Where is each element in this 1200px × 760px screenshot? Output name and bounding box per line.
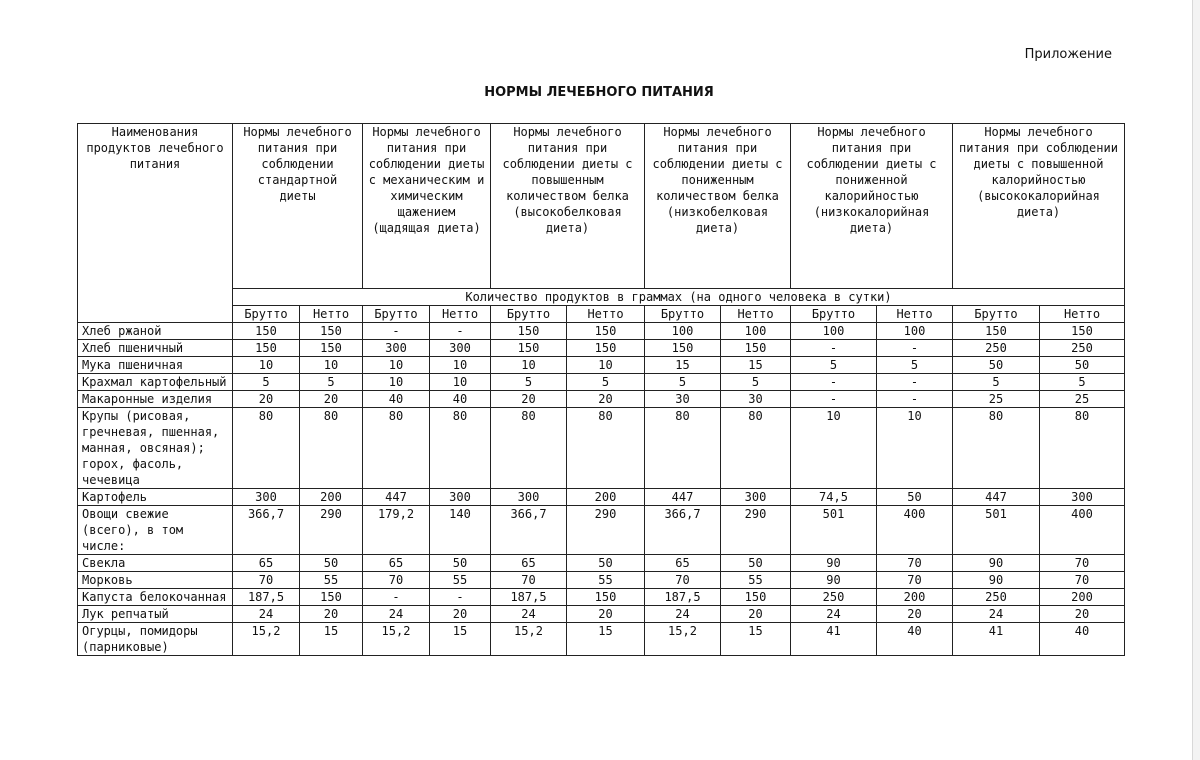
gross-value-cell: 24 bbox=[363, 606, 430, 623]
net-value-cell: 300 bbox=[1040, 489, 1125, 506]
gross-value-cell: 10 bbox=[233, 357, 300, 374]
table-row bbox=[78, 572, 1125, 589]
gross-value-cell: 24 bbox=[645, 606, 721, 623]
net-value-cell: 15 bbox=[567, 623, 645, 656]
net-value-cell: 150 bbox=[300, 589, 363, 606]
product-name-cell: Свекла bbox=[78, 555, 233, 572]
net-value-cell: 300 bbox=[430, 340, 491, 357]
table-row bbox=[78, 555, 1125, 572]
gross-header: Брутто bbox=[233, 306, 300, 323]
gross-value-cell: 15,2 bbox=[645, 623, 721, 656]
gross-value-cell: 65 bbox=[645, 555, 721, 572]
net-value-cell: 10 bbox=[430, 357, 491, 374]
net-header: Нетто bbox=[721, 306, 791, 323]
net-value-cell: - bbox=[877, 374, 953, 391]
gross-value-cell: 5 bbox=[491, 374, 567, 391]
net-value-cell: 200 bbox=[1040, 589, 1125, 606]
net-value-cell: 70 bbox=[877, 555, 953, 572]
table-row bbox=[78, 623, 1125, 656]
gross-value-cell: 15,2 bbox=[491, 623, 567, 656]
net-value-cell: 300 bbox=[721, 489, 791, 506]
net-value-cell: 5 bbox=[877, 357, 953, 374]
gross-value-cell: 5 bbox=[953, 374, 1040, 391]
net-value-cell: 400 bbox=[1040, 506, 1125, 555]
net-value-cell: 70 bbox=[877, 572, 953, 589]
product-name-cell: Мука пшеничная bbox=[78, 357, 233, 374]
net-value-cell: 40 bbox=[877, 623, 953, 656]
net-value-cell: 150 bbox=[567, 323, 645, 340]
table-row bbox=[78, 589, 1125, 606]
quantity-header-row bbox=[78, 289, 1125, 306]
net-value-cell: 50 bbox=[567, 555, 645, 572]
table-body bbox=[78, 323, 1125, 656]
net-value-cell: 5 bbox=[1040, 374, 1125, 391]
net-value-cell: - bbox=[430, 323, 491, 340]
gross-value-cell: 80 bbox=[645, 408, 721, 489]
table-row bbox=[78, 323, 1125, 340]
gross-header: Брутто bbox=[953, 306, 1040, 323]
gross-value-cell: 24 bbox=[491, 606, 567, 623]
table-row bbox=[78, 606, 1125, 623]
gross-value-cell: 10 bbox=[363, 374, 430, 391]
net-value-cell: 40 bbox=[1040, 623, 1125, 656]
gross-value-cell: 80 bbox=[363, 408, 430, 489]
gross-value-cell: 10 bbox=[491, 357, 567, 374]
table-row bbox=[78, 489, 1125, 506]
gross-header: Брутто bbox=[645, 306, 721, 323]
gross-value-cell: 70 bbox=[363, 572, 430, 589]
net-value-cell: - bbox=[877, 340, 953, 357]
gross-value-cell: 150 bbox=[491, 340, 567, 357]
gross-value-cell: 187,5 bbox=[491, 589, 567, 606]
diet-header: Нормы лечебного питания при соблюдении диеты с пониженным количеством белка (низкобелковая диета) bbox=[645, 124, 791, 289]
net-value-cell: 80 bbox=[567, 408, 645, 489]
gross-value-cell: 366,7 bbox=[491, 506, 567, 555]
net-value-cell: 150 bbox=[300, 323, 363, 340]
net-value-cell: 150 bbox=[567, 340, 645, 357]
gross-value-cell: 447 bbox=[645, 489, 721, 506]
diet-header: Нормы лечебного питания при соблюдении диеты с механическим и химическим щажением (щадящая диета) bbox=[363, 124, 491, 289]
gross-value-cell: 501 bbox=[791, 506, 877, 555]
gross-value-cell: 250 bbox=[791, 589, 877, 606]
net-value-cell: 55 bbox=[300, 572, 363, 589]
gross-value-cell: 74,5 bbox=[791, 489, 877, 506]
gross-value-cell: - bbox=[791, 391, 877, 408]
gross-value-cell: 100 bbox=[791, 323, 877, 340]
gross-value-cell: 5 bbox=[791, 357, 877, 374]
gross-value-cell: 41 bbox=[953, 623, 1040, 656]
gross-value-cell: 90 bbox=[791, 572, 877, 589]
net-value-cell: 80 bbox=[721, 408, 791, 489]
net-value-cell: 15 bbox=[300, 623, 363, 656]
net-header: Нетто bbox=[877, 306, 953, 323]
diet-header: Нормы лечебного питания при соблюдении диеты с повышенным количеством белка (высокобелковая диета) bbox=[491, 124, 645, 289]
product-name-cell: Овощи свежие (всего), в том числе: bbox=[78, 506, 233, 555]
gross-value-cell: 5 bbox=[645, 374, 721, 391]
net-value-cell: 200 bbox=[300, 489, 363, 506]
net-value-cell: 80 bbox=[430, 408, 491, 489]
net-value-cell: 140 bbox=[430, 506, 491, 555]
net-value-cell: 150 bbox=[300, 340, 363, 357]
net-value-cell: 55 bbox=[567, 572, 645, 589]
net-value-cell: 10 bbox=[567, 357, 645, 374]
product-name-cell: Огурцы, помидоры (парниковые) bbox=[78, 623, 233, 656]
gross-value-cell: 70 bbox=[645, 572, 721, 589]
product-name-cell: Хлеб ржаной bbox=[78, 323, 233, 340]
net-value-cell: 55 bbox=[721, 572, 791, 589]
net-value-cell: 25 bbox=[1040, 391, 1125, 408]
gross-value-cell: 24 bbox=[233, 606, 300, 623]
gross-value-cell: 40 bbox=[363, 391, 430, 408]
net-value-cell: 50 bbox=[1040, 357, 1125, 374]
gross-value-cell: 366,7 bbox=[233, 506, 300, 555]
net-value-cell: 10 bbox=[430, 374, 491, 391]
appendix-label: Приложение bbox=[1024, 47, 1112, 62]
gross-value-cell: 15,2 bbox=[363, 623, 430, 656]
net-value-cell: 80 bbox=[1040, 408, 1125, 489]
gross-value-cell: 24 bbox=[953, 606, 1040, 623]
net-value-cell: 50 bbox=[877, 489, 953, 506]
net-value-cell: 50 bbox=[721, 555, 791, 572]
gross-value-cell: 10 bbox=[791, 408, 877, 489]
net-value-cell: 40 bbox=[430, 391, 491, 408]
gross-value-cell: 150 bbox=[233, 323, 300, 340]
diet-header: Нормы лечебного питания при соблюдении стандартной диеты bbox=[233, 124, 363, 289]
gross-header: Брутто bbox=[491, 306, 567, 323]
net-value-cell: - bbox=[430, 589, 491, 606]
gross-value-cell: 447 bbox=[953, 489, 1040, 506]
product-name-cell: Лук репчатый bbox=[78, 606, 233, 623]
gross-value-cell: 65 bbox=[363, 555, 430, 572]
product-name-cell: Крупы (рисовая, гречневая, пшенная, манная, овсяная); горох, фасоль, чечевица bbox=[78, 408, 233, 489]
net-value-cell: 5 bbox=[300, 374, 363, 391]
net-value-cell: 290 bbox=[567, 506, 645, 555]
table-row bbox=[78, 357, 1125, 374]
net-value-cell: 20 bbox=[567, 391, 645, 408]
net-value-cell: 150 bbox=[721, 340, 791, 357]
net-value-cell: 70 bbox=[1040, 572, 1125, 589]
gross-header: Брутто bbox=[791, 306, 877, 323]
gross-value-cell: 90 bbox=[953, 572, 1040, 589]
product-name-cell: Макаронные изделия bbox=[78, 391, 233, 408]
net-value-cell: 150 bbox=[1040, 323, 1125, 340]
gross-header: Брутто bbox=[363, 306, 430, 323]
diet-header-row bbox=[78, 124, 1125, 289]
diet-header: Нормы лечебного питания при соблюдении диеты с пониженной калорийностью (низкокалорийная диета) bbox=[791, 124, 953, 289]
page-title: НОРМЫ ЛЕЧЕБНОГО ПИТАНИЯ bbox=[484, 85, 714, 100]
gross-value-cell: 80 bbox=[953, 408, 1040, 489]
gross-value-cell: - bbox=[791, 374, 877, 391]
gross-value-cell: 366,7 bbox=[645, 506, 721, 555]
net-value-cell: 20 bbox=[567, 606, 645, 623]
gross-value-cell: 65 bbox=[233, 555, 300, 572]
net-value-cell: 400 bbox=[877, 506, 953, 555]
net-value-cell: 5 bbox=[721, 374, 791, 391]
gross-value-cell: - bbox=[363, 589, 430, 606]
table-row bbox=[78, 340, 1125, 357]
net-value-cell: 15 bbox=[430, 623, 491, 656]
net-value-cell: 15 bbox=[721, 623, 791, 656]
gross-value-cell: 250 bbox=[953, 589, 1040, 606]
gross-value-cell: 15,2 bbox=[233, 623, 300, 656]
gross-value-cell: 30 bbox=[645, 391, 721, 408]
net-value-cell: 150 bbox=[721, 589, 791, 606]
net-value-cell: 20 bbox=[877, 606, 953, 623]
net-value-cell: 290 bbox=[300, 506, 363, 555]
gross-value-cell: 300 bbox=[491, 489, 567, 506]
net-value-cell: 20 bbox=[300, 391, 363, 408]
gross-value-cell: - bbox=[791, 340, 877, 357]
gross-value-cell: 41 bbox=[791, 623, 877, 656]
product-name-cell: Хлеб пшеничный bbox=[78, 340, 233, 357]
net-value-cell: 10 bbox=[877, 408, 953, 489]
quantity-header: Количество продуктов в граммах (на одного человека в сутки) bbox=[233, 289, 1125, 306]
table-row bbox=[78, 391, 1125, 408]
gross-value-cell: 100 bbox=[645, 323, 721, 340]
gross-value-cell: 179,2 bbox=[363, 506, 430, 555]
gross-value-cell: 447 bbox=[363, 489, 430, 506]
gross-value-cell: 250 bbox=[953, 340, 1040, 357]
gross-value-cell: 70 bbox=[233, 572, 300, 589]
gross-value-cell: 20 bbox=[233, 391, 300, 408]
gross-value-cell: 90 bbox=[791, 555, 877, 572]
net-header: Нетто bbox=[1040, 306, 1125, 323]
product-name-cell: Крахмал картофельный bbox=[78, 374, 233, 391]
gross-value-cell: 25 bbox=[953, 391, 1040, 408]
gross-value-cell: 150 bbox=[491, 323, 567, 340]
product-name-header: Наименования продуктов лечебного питания bbox=[78, 124, 233, 323]
gross-value-cell: 10 bbox=[363, 357, 430, 374]
net-value-cell: 20 bbox=[721, 606, 791, 623]
gross-value-cell: 150 bbox=[953, 323, 1040, 340]
net-value-cell: 20 bbox=[300, 606, 363, 623]
net-value-cell: 20 bbox=[1040, 606, 1125, 623]
net-header: Нетто bbox=[300, 306, 363, 323]
net-value-cell: 150 bbox=[567, 589, 645, 606]
gross-value-cell: 20 bbox=[491, 391, 567, 408]
net-value-cell: 50 bbox=[430, 555, 491, 572]
table-row bbox=[78, 374, 1125, 391]
net-value-cell: 290 bbox=[721, 506, 791, 555]
gross-value-cell: 50 bbox=[953, 357, 1040, 374]
gross-value-cell: - bbox=[363, 323, 430, 340]
net-value-cell: 10 bbox=[300, 357, 363, 374]
gross-value-cell: 15 bbox=[645, 357, 721, 374]
net-value-cell: 70 bbox=[1040, 555, 1125, 572]
net-value-cell: 50 bbox=[300, 555, 363, 572]
net-value-cell: - bbox=[877, 391, 953, 408]
gross-value-cell: 24 bbox=[791, 606, 877, 623]
nutrition-norms-table bbox=[77, 123, 1125, 656]
gross-value-cell: 187,5 bbox=[233, 589, 300, 606]
table-row bbox=[78, 408, 1125, 489]
product-name-cell: Капуста белокочанная bbox=[78, 589, 233, 606]
gross-value-cell: 187,5 bbox=[645, 589, 721, 606]
net-value-cell: 200 bbox=[567, 489, 645, 506]
gross-value-cell: 80 bbox=[491, 408, 567, 489]
gross-value-cell: 150 bbox=[233, 340, 300, 357]
net-value-cell: 55 bbox=[430, 572, 491, 589]
net-value-cell: 200 bbox=[877, 589, 953, 606]
gross-value-cell: 65 bbox=[491, 555, 567, 572]
net-value-cell: 15 bbox=[721, 357, 791, 374]
unit-header-row bbox=[78, 306, 1125, 323]
table-row bbox=[78, 506, 1125, 555]
net-value-cell: 30 bbox=[721, 391, 791, 408]
net-value-cell: 250 bbox=[1040, 340, 1125, 357]
product-name-cell: Картофель bbox=[78, 489, 233, 506]
gross-value-cell: 150 bbox=[645, 340, 721, 357]
net-value-cell: 300 bbox=[430, 489, 491, 506]
net-value-cell: 100 bbox=[877, 323, 953, 340]
gross-value-cell: 70 bbox=[491, 572, 567, 589]
net-value-cell: 5 bbox=[567, 374, 645, 391]
gross-value-cell: 300 bbox=[363, 340, 430, 357]
gross-value-cell: 90 bbox=[953, 555, 1040, 572]
net-value-cell: 80 bbox=[300, 408, 363, 489]
diet-header: Нормы лечебного питания при соблюдении диеты с повышенной калорийностью (высококалорийная диета) bbox=[953, 124, 1125, 289]
net-value-cell: 20 bbox=[430, 606, 491, 623]
net-header: Нетто bbox=[567, 306, 645, 323]
net-header: Нетто bbox=[430, 306, 491, 323]
gross-value-cell: 80 bbox=[233, 408, 300, 489]
gross-value-cell: 300 bbox=[233, 489, 300, 506]
gross-value-cell: 501 bbox=[953, 506, 1040, 555]
gross-value-cell: 5 bbox=[233, 374, 300, 391]
net-value-cell: 100 bbox=[721, 323, 791, 340]
product-name-cell: Морковь bbox=[78, 572, 233, 589]
